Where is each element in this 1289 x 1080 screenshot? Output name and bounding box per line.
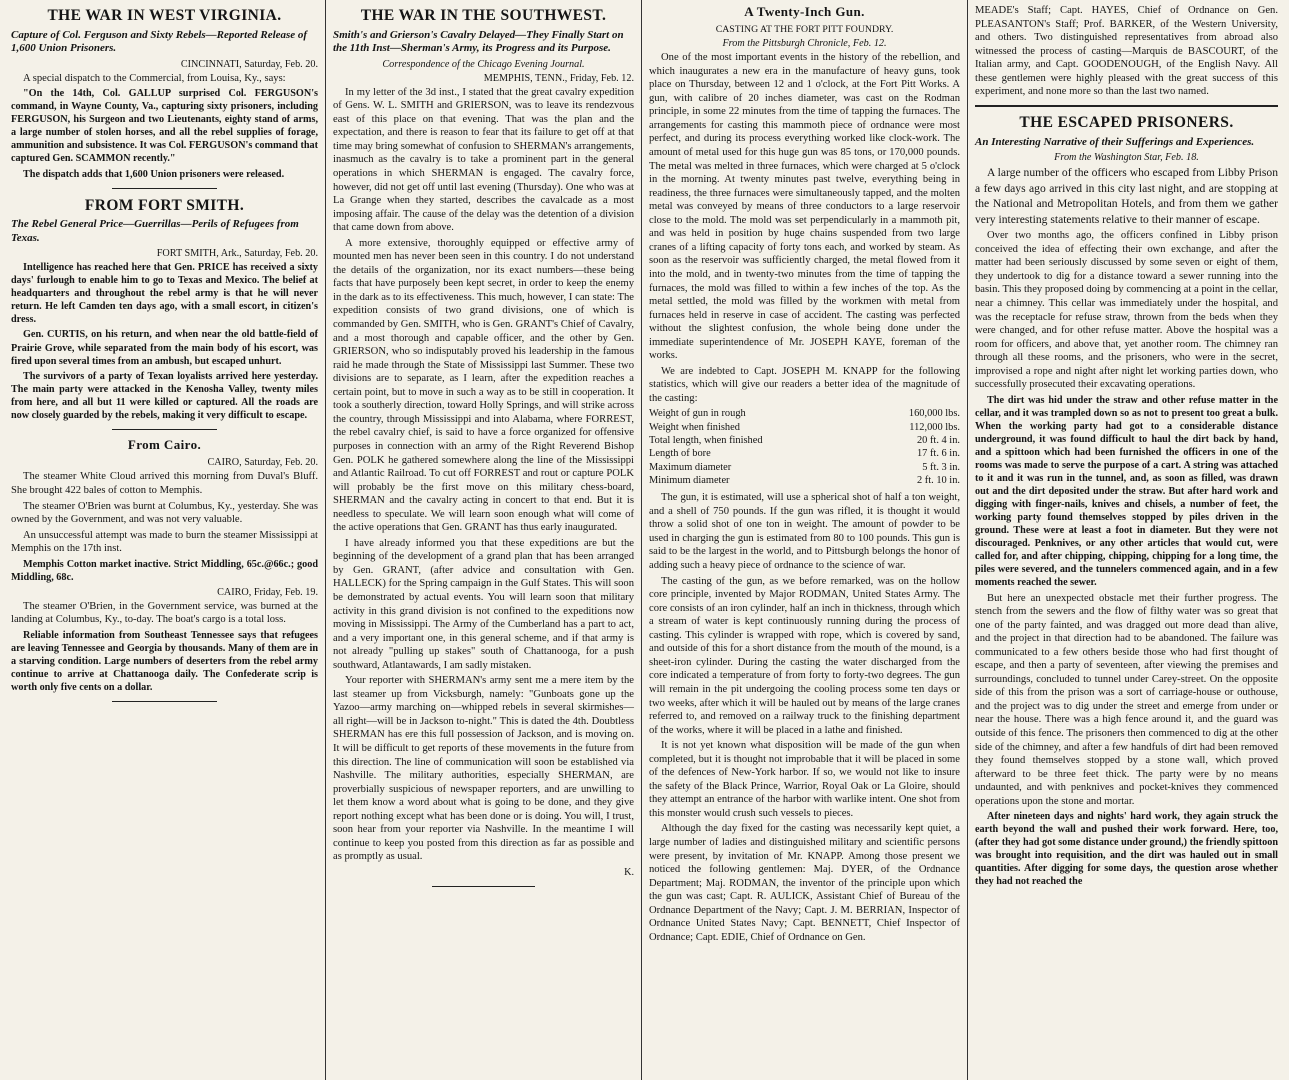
column-3 xyxy=(642,0,968,1080)
source-line: Correspondence of the Chicago Evening Journal. xyxy=(382,58,585,70)
article-paragraph: A large number of the officers who escaped from Libby Prison a few days ago arrived in this city last night, and are stopping at the National and Metropolitan Hotels, and from them we gather very interesting statements relative to their manner of escape. xyxy=(975,166,1278,226)
dimension-value: 2 ft. 10 in. xyxy=(916,474,960,486)
signature: K. xyxy=(624,866,634,878)
dateline-cincinnati: CINCINNATI, Saturday, Feb. 20. xyxy=(180,58,318,70)
article-paragraph: "On the 14th, Col. GALLUP surprised Col. FERGUSON's command, in Wayne County, Va., capturing sixty prisoners, including FERGUSON, his Surgeon and two Lieutenants, eighty stand of arms, a large number of stolen horses, and all the rebel supplies of forage, ammunition and subsistence. It was Col. FERGUSON's command that captured Gen. SCAMMON recently." xyxy=(11,88,318,165)
dateline-cairo-saturday: CAIRO, Saturday, Feb. 20. xyxy=(207,457,318,469)
source-line: From the Pittsburgh Chronicle, Feb. 12. xyxy=(722,38,887,50)
article-paragraph: A more extensive, thoroughly equipped or effective army of mounted men has never been seen in this country. I do not understand the details of the organization, nor its exact numbers—these being facts that have purposely been kept secret, in order to keep the enemy in the dark as to its effectiveness. This much, however, I can state: The expedition consists of two grand divisions, one of which is commanded by Gen. SMITH, who is Gen. GRANT's Chief of Cavalry, and a most thorough and capable officer, and the other by Gen. GRIERSON, who so indisputably proved his leadership in the famous raid he made through the State of Mississippi last Summer. These two divisions are to separate, as I learn, after the expedition reaches a certain point, but to move in such a way as to be still in cooperation. It took a southerly direction, toward Holly Springs, and will strike across the country, through Mississippi and into Alabama, where FORREST, the rebel cavalry chief, is said to have a force organized for offensive purposes in connection with an army of the Right Reverend Bishop Gen. POLK he gathered somewhere along the line of the Mississippi and Atlantic Railroad. To cut off FORREST and rout or capture POLK will probably be the first move on this military chess-board, SHERMAN and the cavalry acting in concert to that end. But it is needless to speculate. We will learn soon enough what will come of the active operations that Gen. GRANT has thus early inaugurated. xyxy=(333,237,634,534)
article-paragraph: The steamer O'Brien, in the Government service, was burned at the landing at Columbus, Ky., to-day. The boat's cargo is a total loss. xyxy=(11,600,318,626)
dateline-fort-smith: FORT SMITH, Ark., Saturday, Feb. 20. xyxy=(156,248,318,260)
article-paragraph: Memphis Cotton market inactive. Strict Middling, 65c.@66c.; good Middling, 68c. xyxy=(11,558,318,583)
article-paragraph: But here an unexpected obstacle met their further progress. The stench from the sewers and the flow of filthy water was so great that one of the party fainted, and was dragged out more dead than alive, and the project in that direction had to be abandoned. The failure was communicated to a few others beside those who had first thought of escape, and then a party of seventeen, after viewing the premises and surroundings, concluded to tunnel under Carey-street. On the opposite side of this from the prison was a sort of carriage-house or outhouse, and the project was to dig under the street and emerge from under or near the house. There was a high fence around it, and the guard was outside of this fence. The prisoners then commenced to dig at the other side of the chimney, and after a few handfuls of dirt had been removed they found themselves stopped by a stone wall, which proved afterward to be three feet thick. The party were by no means undaunted, and with penknives and pocket-knives they commenced operations upon the stone and mortar. xyxy=(975,592,1278,807)
section-divider xyxy=(112,429,216,430)
dimension-label: Weight when finished xyxy=(649,421,740,433)
subhead-casting-fort-pitt: CASTING AT THE FORT PITT FOUNDRY. xyxy=(715,23,894,35)
article-paragraph: Your reporter with SHERMAN's army sent me a mere item by the last steamer up from Vicksburgh, namely: "Gunboats gone up the Yazoo—army marching on—whipped rebels in several skirmishes—all right—will be in Jackson to-night." This is dated the 4th. Doubtless SHERMAN has ere this full possession of Jackson, and is moving on. It will be difficult to get reports of these movements in the future from this direction. The line of communication will soon be established via Nashville. The military authorities, especially SHERMAN, are proverbially suspicious of newspaper reporters, and are unwilling to let them know a word about what is going to be done, and they give report nothing except what has been done or is doing. You will, I trust, soon hear from your reporter via Nashville. In the meantime I will continue to keep you posted from this direction as far as possible and as promptly as usual. xyxy=(333,675,634,863)
article-paragraph: Gen. CURTIS, on his return, and when near the old battle-field of Prairie Grove, while separated from the main body of his escort, was fired upon several times from an ambush, but escaped unhurt. xyxy=(11,329,318,367)
article-paragraph: The steamer O'Brien was burnt at Columbus, Ky., yesterday. She was owned by the Government, and was not very valuable. xyxy=(11,500,318,526)
table-row xyxy=(649,407,960,420)
article-paragraph: The casting of the gun, as we before remarked, was on the hollow core principle, invented by Major RODMAN, United States Army. The core consists of an iron cylinder, half an inch in thickness, through which a stream of water is kept continuously running during the process of casting. This cylinder is wrapped with rope, which is covered by sand, and outside of this for a short distance from the mouth of the mound, is a sheet-iron cylinder. During the casting the water discharged from the core indicated a temperature of from forty to forty-two degrees. The gun will remain in the pit undergoing the cooling process some ten days or two weeks, after which it will be hauled out by means of the large cranes referred to, and removed on a railway truck to the finishing department of the works, where it will be placed in a lathe and finished. xyxy=(649,575,960,736)
column-1 xyxy=(4,0,326,1080)
article-paragraph: MEADE's Staff; Capt. HAYES, Chief of Ordnance on Gen. PLEASANTON's Staff; Prof. BARKER, of the Western University, and others. Two distinguished representatives from abroad also witnessed the process of casting—Marquis de BASCOURT, of the Italian army, and Capt. GOODENOUGH, of the English Navy. All these gentlemen were highly pleased with the great success of this experiment, and none more so than the last two named. xyxy=(975,5,1278,98)
article-paragraph: The gun, it is estimated, will use a spherical shot of half a ton weight, and a shell of 750 pounds. If the gun was rifled, it is thought it would throw a solid shot of one ton in weight. The amount of powder to be used in charging the gun is estimated from 80 to 100 pounds. This gun is said to be the largest in the world, and to Pittsburgh belongs the honor of adding such a heavy piece of ordnance to the science of war. xyxy=(649,492,960,572)
article-paragraph: We are indebted to Capt. JOSEPH M. KNAPP for the following statistics, which will give our readers a better idea of the magnitude of the casting: xyxy=(649,365,960,404)
headline-war-west-virginia: THE WAR IN WEST VIRGINIA. xyxy=(47,7,282,24)
article-paragraph: It is not yet known what disposition will be made of the gun when completed, but it is thought not improbable that it will be placed in some of the defences of New-York harbor. If so, we would not like to insure the safety of the Black Prince, Warrior, Royal Oak or La Gloire, should they attempt an entrance of the harbor with warlike intent. One shot from this monster would crush such vessels to pieces. xyxy=(649,740,960,819)
column-4 xyxy=(968,0,1285,1080)
dateline-memphis: MEMPHIS, TENN., Friday, Feb. 12. xyxy=(483,72,634,84)
article-paragraph: Over two months ago, the officers confined in Libby prison conceived the idea of effecting their own exchange, and after the matter had been seriously discussed by some seven or eight of them, they undertook to dig for a distance toward a sewer running into the basin. This they proposed doing by commencing at a point in the cellar, near a chimney. This cellar was immediately under the hospital, and was the receptacle for refuse straw, thrown from the beds when they were changed, and for other refuse matter. Above the hospital was a room for officers, and above that, yet another room. The chimney ran through all these rooms, and the prisoners, who were in the secret, improvised a rope and night after night let working parties down, who successfully prosecuted their excavating operations. xyxy=(975,230,1279,391)
source-line: From the Washington Star, Feb. 18. xyxy=(1054,152,1199,164)
article-paragraph: The steamer White Cloud arrived this morning from Duval's Bluff. She brought 422 bales of cotton to Memphis. xyxy=(11,471,318,497)
subhead-interesting-narrative: An Interesting Narrative of their Sufferings and Experiences. xyxy=(975,135,1255,148)
dimension-label: Weight of gun in rough xyxy=(649,408,746,420)
article-paragraph: Reliable information from Southeast Tennessee says that refugees are leaving Tennessee and Georgia by thousands. Many of them are in a starving condition. Large numbers of deserters from the rebel army continue to arrive at Chattanooga daily. The Confederate scrip is worth only five cents on a dollar. xyxy=(11,630,318,694)
article-paragraph: After nineteen days and nights' hard work, they again struck the earth beyond the wall and pushed their work forward. Here, too, (after they had got some distance under ground,) the friendly spittoon was brought into requisition, and the dirt was hauled out in small quantities. After digging for some days, the question arose whether they had not reached the xyxy=(975,811,1278,888)
article-paragraph: The dispatch adds that 1,600 Union prisoners were released. xyxy=(23,168,285,180)
gun-dimensions-table xyxy=(649,407,960,487)
subhead-smith-grierson: Smith's and Grierson's Cavalry Delayed—They Finally Start on the 11th Inst—Sherman's Army, its Progress and its Purpose. xyxy=(333,28,624,55)
headline-escaped-prisoners: THE ESCAPED PRISONERS. xyxy=(1019,113,1234,131)
article-paragraph: I have already informed you that these expeditions are but the beginning of the development of a grand plan that has been arranged by Gen. GRANT, (after advice and consultation with Gen. HALLECK) for the Spring campaign in the Gulf States. This will soon be demonstrated by actual events. You will learn soon that military activity in this grand division is not confined to the expeditions now moving in Mississippi. The Army of the Cumberland has a part to act, and a very important one, in this general scheme, and if that army is not already "pulling up stakes" south of Chattanooga, for a push southward, Atlantawards, I am sadly mistaken. xyxy=(333,537,634,671)
section-divider xyxy=(112,188,216,189)
dimension-label: Length of bore xyxy=(649,448,711,460)
article-paragraph: One of the most important events in the history of the rebellion, and which inaugurates a new era in the manufacture of heavy guns, took place on Thursday, between 12 and 1 o'clock, at the Fort Pitt Works. A gun, with calibre of 20 inches diameter, was cast on the Rodman principle, in some 22 minutes from the time of tapping the furnaces. The arrangements for casting this mammoth piece of ordnance were most perfect, and during its process everything worked like clock-work. The amount of metal used for this huge gun was 85 tons, or 170,000 pounds. The metal was melted in three furnaces, which were charged at 5 o'clock in the morning. At twenty minutes past twelve, everything being in readiness, the three furnaces were simultaneously tapped, and the molten metal was conveyed by means of three conductors to a large reservoir close to the mold. The mold was set perpendicularly in a mammoth pit, and was held in position by huge chains suspended from two large cranes of a lifting capacity of forty tons each, and worked by steam. As soon as the reservoir was sufficiently charged, the metal flowed from it into the mold, and in twenty-two minutes from the time of tapping the furnaces, the mold was filled to within a few inches of the top. As the metal settled, the mold was filled by the workmen with metal from furnaces held in reserve in case of accident. The casting was perfected without the slightest confusion, the whole being done under the immediate superintendence of Mr. JOSEPH KAYE, foreman of the works. xyxy=(649,52,960,362)
dimension-label: Maximum diameter xyxy=(649,461,732,473)
dimension-value: 5 ft. 3 in. xyxy=(922,461,960,473)
dimension-value: 160,000 lbs. xyxy=(908,408,960,420)
article-paragraph: An unsuccessful attempt was made to burn the steamer Mississippi at Memphis on the 17th inst. xyxy=(11,529,318,555)
table-row xyxy=(649,461,960,474)
dateline-cairo-friday: CAIRO, Friday, Feb. 19. xyxy=(217,586,318,598)
subhead-capture-ferguson: Capture of Col. Ferguson and Sixty Rebels—Reported Release of 1,600 Union Prisoners. xyxy=(11,28,308,55)
table-row xyxy=(649,474,960,487)
article-paragraph: Intelligence has reached here that Gen. PRICE has received a sixty days' furlough to enable him to go to Texas and Mexico. The belief at headquarters and throughout the rebel army is that he will never return. He left Camden ten days ago, with a small escort, in citizen's dress. xyxy=(11,262,318,326)
table-row xyxy=(649,434,960,447)
article-paragraph: The dirt was hid under the straw and other refuse matter in the cellar, and it was trampled down so as not to present too great a bulk. When the working party had got to a considerable distance underground, it was found difficult to haul the dirt back by hand, and a spittoon which had been furnished the officers in one of the rooms was made to serve the purpose of a cart. A string was attached to it and it was run in the tunnel, and, as soon as filled, was drawn out and the dirt deposited under the straw. But after hard work and digging with finger-nails, knives and chisels, a number of feet, the working party found themselves stopped by piles driven in the ground. These were at least a foot in diameter. But they were not discouraged. Penknives, or any other articles that would cut, were called for, and after chipping, chipping, chipping for a long time, the piles were severed, and the tunnelers commenced again, and in a few moments reached the sewer. xyxy=(975,394,1278,589)
section-divider xyxy=(432,886,534,887)
headline-twenty-inch-gun: A Twenty-Inch Gun. xyxy=(744,4,865,19)
article-paragraph: A special dispatch to the Commercial, from Louisa, Ky., says: xyxy=(23,72,286,84)
subhead-rebel-general-price: The Rebel General Price—Guerrillas—Perils of Refugees from Texas. xyxy=(11,218,299,244)
dimension-value: 112,000 lbs. xyxy=(909,421,960,433)
headline-from-cairo: From Cairo. xyxy=(127,436,202,452)
table-row xyxy=(649,447,960,460)
article-paragraph: In my letter of the 3d inst., I stated that the great cavalry expedition of Gens. W. L. SMITH and GRIERSON, was to leave its rendezvous east of this place on that evening. That was the plan and the expectation, and there is reason to fear that its failure to get off at that time may bring somewhat of confusion to SHERMAN's arrangements, inasmuch as the cavalry is to take a prominent part in the general operations in which SHERMAN is engaged. The cavalry force, however, did not get off until last evening (Thursday). One who was at La Grange when they started, describes the cavalcade as a most imposing affair. The cause of the delay was the detention of a division that came down from above. xyxy=(333,86,634,234)
table-row xyxy=(649,421,960,434)
dimension-value: 20 ft. 4 in. xyxy=(916,435,960,447)
column-2 xyxy=(326,0,642,1080)
headline-war-southwest: THE WAR IN THE SOUTHWEST. xyxy=(360,7,607,24)
headline-fort-smith: FROM FORT SMITH. xyxy=(84,196,245,214)
dimension-label: Total length, when finished xyxy=(649,435,763,447)
section-divider xyxy=(975,105,1278,111)
dimension-value: 17 ft. 6 in. xyxy=(916,448,960,460)
section-divider xyxy=(112,701,216,702)
dimension-label: Minimum diameter xyxy=(649,474,730,486)
article-paragraph: The survivors of a party of Texan loyalists arrived here yesterday. The main party were attacked in the Kenosha Valley, twenty miles from here, and all but 11 were killed or captured. All the roads are now closely guarded by the rebels, making it very difficult to escape. xyxy=(11,370,318,421)
article-paragraph: Although the day fixed for the casting was necessarily kept quiet, a large number of ladies and distinguished military and scientific persons were present, by invitation of Mr. KNAPP. Among those present we noticed the following gentlemen: Maj. DYER, of the Ordnance Department; Maj. RODMAN, the inventor of the principle upon which the gun was cast; Capt. R. AULICK, Assistant Chief of Bureau of the Ordnance Department of the Navy; Capt. J. M. BERRIAN, Inspector of Ordnance United States Navy; Capt. BENNETT, Chief Inspector of Ordnance; Capt. EDIE, Chief of Ordnance on Gen. xyxy=(649,823,960,943)
